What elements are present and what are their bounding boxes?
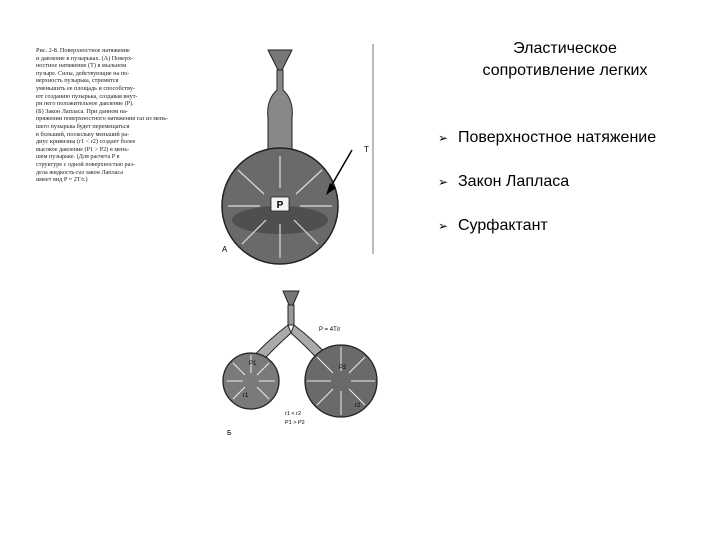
- caption-line: высокое давление (P1 > P2) в мень-: [36, 145, 130, 153]
- caption-line: ри него положительное давление (P).: [36, 100, 134, 108]
- caption-line: ют созданию пузырька, создавая внут-: [36, 92, 138, 100]
- bullet-text: Закон Лапласа: [458, 173, 570, 190]
- bubble-figure-a: [180, 40, 380, 270]
- bullet-text: Сурфактант: [458, 217, 548, 234]
- r2-label: r2: [355, 403, 361, 409]
- laplace-formula: P = 4T/r: [319, 327, 341, 333]
- r1-label: r1: [243, 393, 249, 399]
- caption-line: ностное натяжение (Т) в мыльном: [36, 62, 127, 70]
- caption-line: пузыре. Силы, действующие на по-: [36, 69, 130, 77]
- bullet-text: Поверхностное натяжение: [458, 129, 657, 146]
- arrow-bullet-icon: ➢: [438, 131, 449, 145]
- caption-line: шего пузырька будет перемещаться: [36, 122, 130, 130]
- caption-line: имеет вид P = 2T/r.): [36, 176, 88, 184]
- caption-line: в больший, поскольку меньший ра-: [36, 130, 130, 138]
- slide-title: [440, 38, 690, 82]
- arrow-bullet-icon: ➢: [438, 219, 449, 233]
- caption-line: структуре с одной поверхностью раз-: [36, 160, 135, 168]
- slide-title-line1: Эластическое: [513, 40, 617, 57]
- radius-relation: r1 < r2: [285, 411, 302, 417]
- caption-line: Рис. 2-8. Поверхностное натяжение: [36, 47, 130, 54]
- slide-title-line2: сопротивление легких: [482, 62, 648, 79]
- list-item: [438, 128, 656, 172]
- list-item: [438, 216, 656, 260]
- p1-label: P1: [249, 361, 257, 367]
- pressure-label: P: [276, 200, 284, 211]
- tension-label: T: [364, 145, 369, 154]
- caption-line: верхность пузырька, стремятся: [36, 77, 119, 85]
- list-item: [438, 172, 656, 216]
- caption-line: и давление в пузырьках. (А) Поверх-: [36, 54, 134, 62]
- arrow-bullet-icon: ➢: [438, 175, 449, 189]
- caption-line: (Б) Закон Лапласа. При данном на-: [36, 107, 128, 115]
- p2-label: P2: [339, 365, 347, 371]
- figure-a-label: А: [222, 245, 228, 254]
- caption-line: диус кривизны (r1 < r2) создает более: [36, 138, 136, 146]
- caption-line: дела жидкость-газ закон Лапласа: [36, 168, 123, 176]
- caption-line: пряжении поверхностного натяжения газ из мень-: [36, 115, 169, 123]
- bullet-list: [438, 128, 656, 260]
- caption-line: уменьшить ее площадь и способству-: [36, 84, 135, 92]
- bubble-figure-b: [215, 285, 405, 445]
- figure-caption: [36, 47, 172, 184]
- figure-b-label: Б: [227, 430, 232, 437]
- pressure-relation: P1 > P2: [285, 420, 305, 426]
- caption-line: шем пузырьке. (Для расчета P в: [36, 153, 120, 161]
